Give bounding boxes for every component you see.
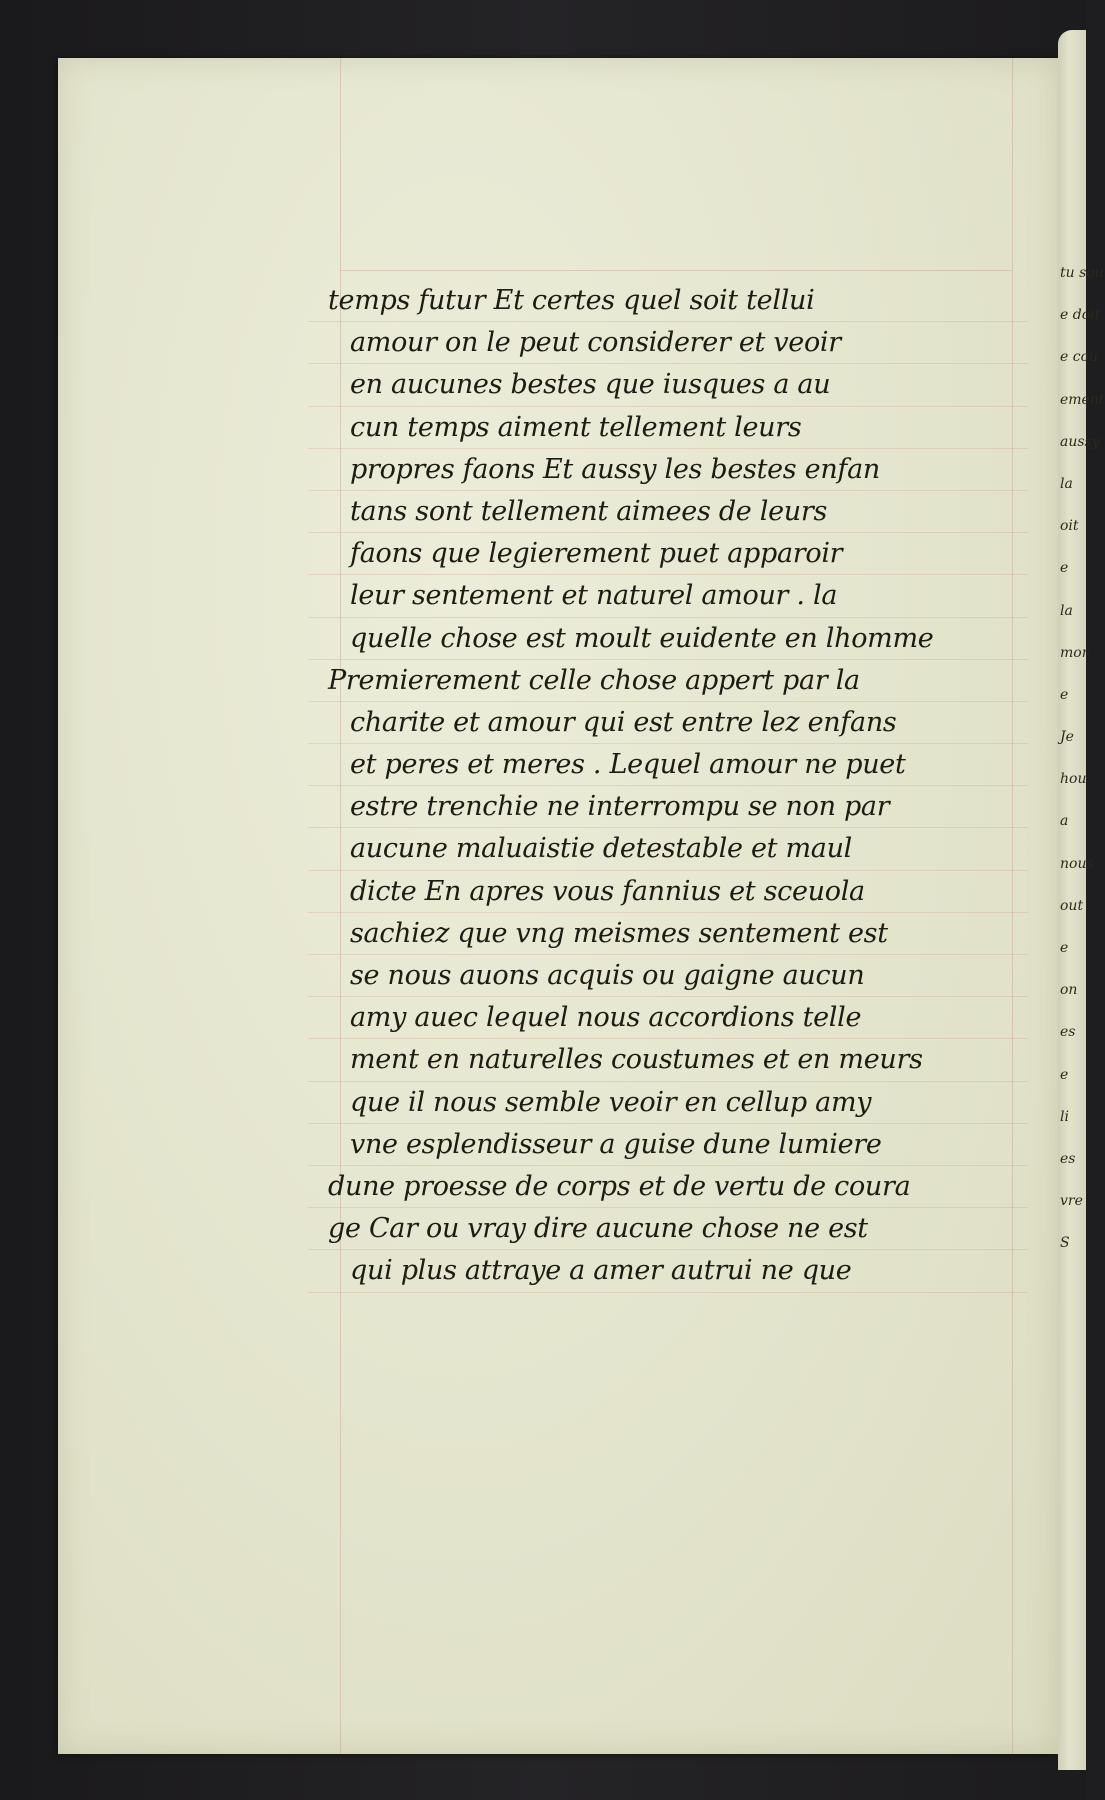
adjacent-text-fragment: Je xyxy=(1060,729,1074,746)
text-line-10: Premierement celle chose appert par la xyxy=(308,660,1028,702)
text-line-16: sachiez que vng meismes sentement est xyxy=(308,913,1028,955)
adjacent-text-fragment: tu sou xyxy=(1060,265,1104,281)
adjacent-text-fragment: aussy xyxy=(1060,433,1100,450)
adjacent-text-fragment: e xyxy=(1060,686,1069,703)
adjacent-page-text xyxy=(1060,252,1105,1265)
manuscript-page xyxy=(58,58,1058,1754)
text-line-22: dune proesse de corps et de vertu de coura xyxy=(308,1166,1028,1208)
adjacent-text-fragment: e doit xyxy=(1060,307,1101,324)
adjacent-page-edge xyxy=(1058,30,1105,1770)
adjacent-text-fragment: e xyxy=(1060,940,1069,956)
text-line-20: que il nous semble veoir en cellup amy xyxy=(308,1082,1028,1124)
adjacent-text-fragment: e cou xyxy=(1060,349,1099,366)
text-line-24: qui plus attraye a amer autrui ne que xyxy=(308,1250,1028,1292)
adjacent-text-fragment: on xyxy=(1060,982,1078,999)
text-line-8: leur sentement et naturel amour . la xyxy=(308,575,1028,617)
text-line-4: cun temps aiment tellement leurs xyxy=(308,407,1028,449)
adjacent-text-fragment: nous xyxy=(1060,855,1094,872)
adjacent-text-fragment: S xyxy=(1060,1235,1070,1252)
text-line-5: propres faons Et aussy les bestes enfan xyxy=(308,449,1028,491)
adjacent-text-fragment: la xyxy=(1060,475,1073,492)
text-line-23: ge Car ou vray dire aucune chose ne est xyxy=(308,1208,1028,1250)
text-line-11: charite et amour qui est entre lez enfans xyxy=(308,702,1028,744)
text-column xyxy=(308,280,1028,1380)
text-line-9: quelle chose est moult euidente en lhomme xyxy=(308,618,1028,660)
adjacent-text-fragment: es xyxy=(1060,1024,1076,1041)
text-line-15: dicte En apres vous fannius et sceuola xyxy=(308,871,1028,913)
text-line-12: et peres et meres . Lequel amour ne puet xyxy=(308,744,1028,786)
adjacent-text-fragment: e xyxy=(1060,560,1069,577)
adjacent-text-fragment: a xyxy=(1060,813,1069,830)
adjacent-text-fragment: vre xyxy=(1060,1193,1083,1210)
adjacent-text-fragment: es xyxy=(1060,1150,1076,1167)
text-line-18: amy auec lequel nous accordions telle xyxy=(308,997,1028,1039)
adjacent-text-fragment: mor xyxy=(1060,644,1089,661)
adjacent-text-fragment: li xyxy=(1060,1108,1069,1125)
adjacent-text-fragment: e xyxy=(1060,1066,1069,1083)
ruling-line-top xyxy=(340,270,1012,271)
adjacent-text-fragment: la xyxy=(1060,602,1073,619)
text-line-1: temps futur Et certes quel soit tellui xyxy=(308,280,1028,322)
text-line-14: aucune maluaistie detestable et maul xyxy=(308,828,1028,870)
adjacent-text-fragment: oit xyxy=(1060,518,1079,535)
text-line-19: ment en naturelles coustumes et en meurs xyxy=(308,1039,1028,1081)
text-line-21: vne esplendisseur a guise dune lumiere xyxy=(308,1124,1028,1166)
text-line-6: tans sont tellement aimees de leurs xyxy=(308,491,1028,533)
text-line-3: en aucunes bestes que iusques a au xyxy=(308,364,1028,406)
text-line-2: amour on le peut considerer et veoir xyxy=(308,322,1028,364)
text-line-7: faons que legierement puet apparoir xyxy=(308,533,1028,575)
text-line-17: se nous auons acquis ou gaigne aucun xyxy=(308,955,1028,997)
text-line-13: estre trenchie ne interrompu se non par xyxy=(308,786,1028,828)
adjacent-text-fragment: ement xyxy=(1060,391,1105,408)
adjacent-text-fragment: hou xyxy=(1060,771,1087,788)
adjacent-text-fragment: out xyxy=(1060,897,1084,914)
